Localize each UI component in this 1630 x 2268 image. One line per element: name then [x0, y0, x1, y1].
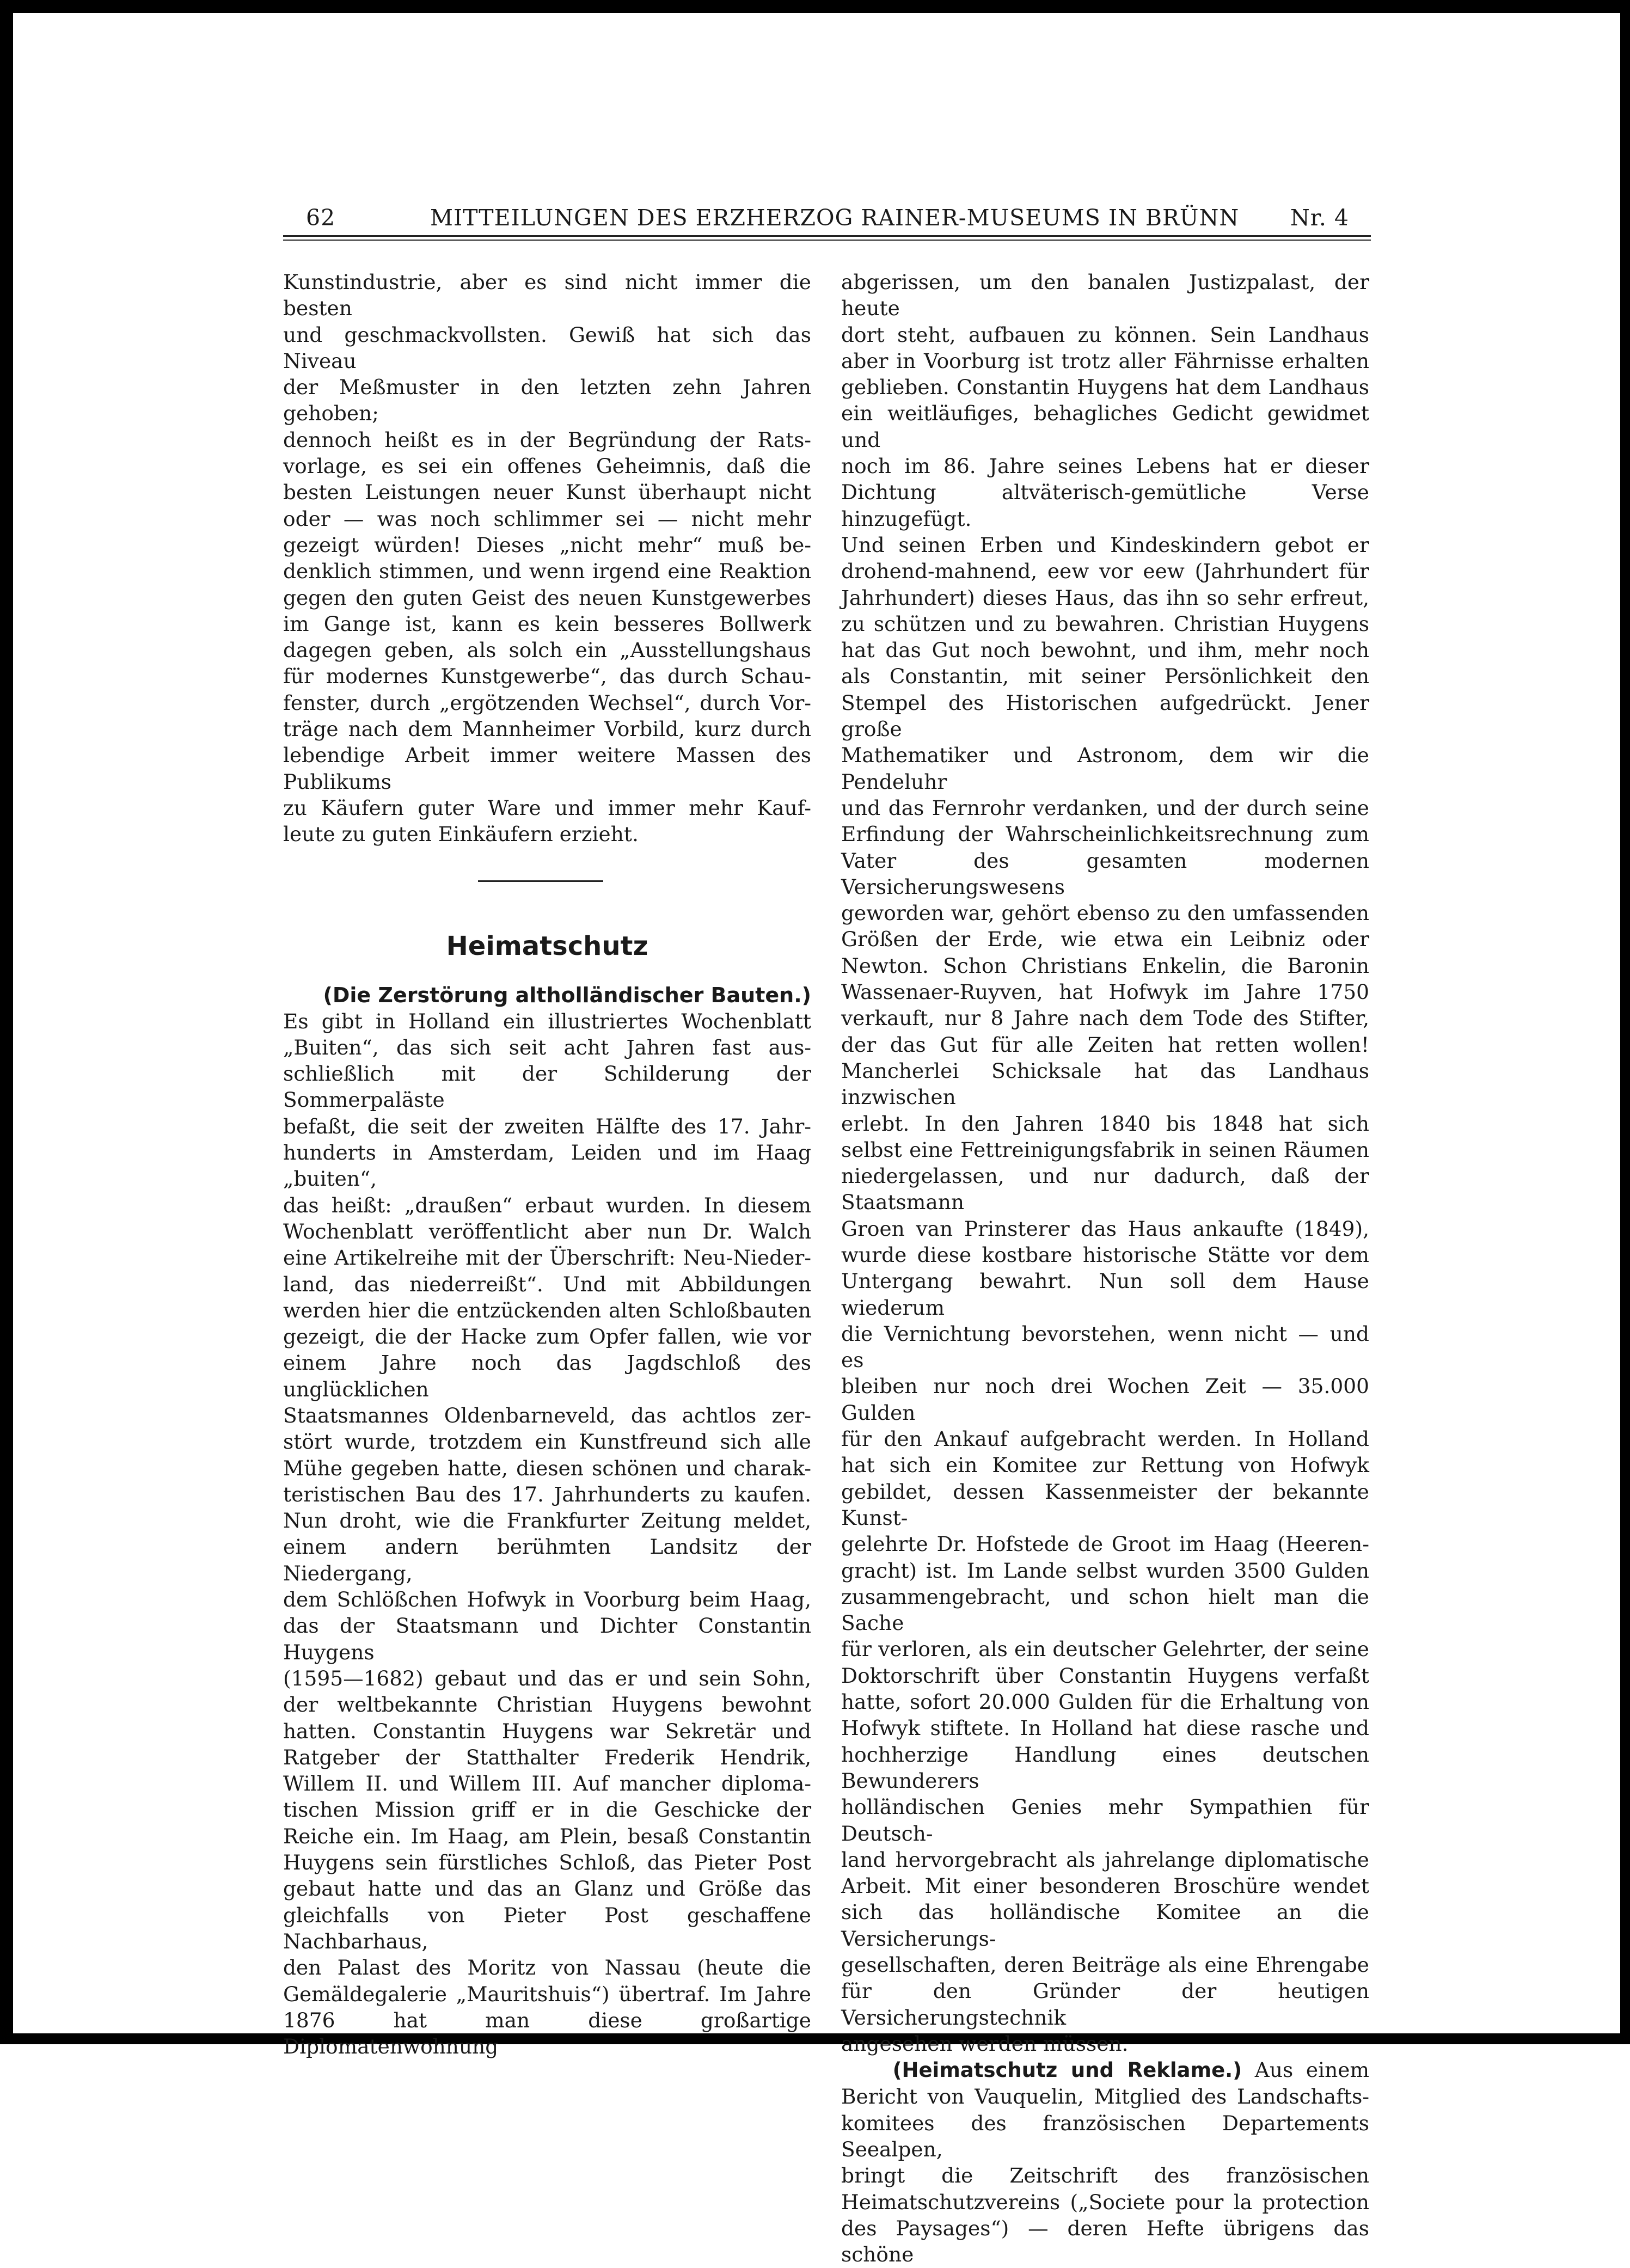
text-line: Erfindung der Wahrscheinlichkeitsrechnung zum — [841, 822, 1369, 847]
text-line: des Paysages“) — deren Hefte übrigens das schöne — [841, 2216, 1369, 2267]
article-paragraph — [283, 1008, 811, 2060]
text-line: Gemäldegalerie „Mauritshuis“) übertraf. Im Jahre — [283, 1982, 811, 2006]
text-line: die Vernichtung bevorstehen, wenn nicht — und es — [841, 1321, 1369, 1372]
text-line: hatte, sofort 20.000 Gulden für die Erhaltung von — [841, 1690, 1369, 1714]
text-line: drohend-mahnend, eew vor eew (Jahrhundert für — [841, 559, 1369, 584]
text-line: einem Jahre noch das Jagdschloß des unglücklichen — [283, 1351, 811, 1401]
text-line: Dichtung altväterisch-gemütliche Verse hinzugefügt. — [841, 480, 1369, 531]
text-line: Heimatschutzvereins („Societe pour la protection — [841, 2190, 1369, 2214]
text-line: Arbeit. Mit einer besonderen Broschüre wendet — [841, 1874, 1369, 1898]
article-continuation — [841, 269, 1369, 2057]
text-line: oder — was noch schlimmer sei — nicht mehr — [283, 506, 811, 531]
text-line: befaßt, die seit der zweiten Hälfte des 17. Jahr- — [283, 1114, 811, 1138]
text-line: Hofwyk stiftete. In Holland hat diese rasche und — [841, 1716, 1369, 1740]
section-title: Heimatschutz — [446, 930, 648, 961]
text-line: erlebt. In den Jahren 1840 bis 1848 hat sich — [841, 1111, 1369, 1136]
text-line: das heißt: „draußen“ erbaut wurden. In diesem — [283, 1193, 811, 1217]
text-line: aber in Voorburg ist trotz aller Fährnisse erhalten — [841, 348, 1369, 373]
text-line: der das Gut für alle Zeiten hat retten wollen! — [841, 1032, 1369, 1057]
text-line: Groen van Prinsterer das Haus ankaufte (1849), — [841, 1216, 1369, 1241]
text-line: Stempel des Historischen aufgedrückt. Jener große — [841, 690, 1369, 741]
text-line: Kunstindustrie, aber es sind nicht immer die besten — [283, 270, 811, 321]
text-line: hat sich ein Komitee zur Rettung von Hofwyk — [841, 1453, 1369, 1478]
text-line: Mühe gegeben hatte, diesen schönen und charak- — [283, 1456, 811, 1480]
text-line: Reiche ein. Im Haag, am Plein, besaß Constantin — [283, 1824, 811, 1848]
text-line: gebildet, dessen Kassenmeister der bekannte Kunst- — [841, 1479, 1369, 1530]
text-line: stört wurde, trotzdem ein Kunstfreund sich alle — [283, 1430, 811, 1454]
text-line: niedergelassen, und nur dadurch, daß der Staatsmann — [841, 1164, 1369, 1215]
text-line: Staatsmannes Oldenbarneveld, das achtlos zer- — [283, 1403, 811, 1427]
text-line: Und seinen Erben und Kindeskindern gebot er — [841, 532, 1369, 557]
text-line: gezeigt würden! Dieses „nicht mehr“ muß be- — [283, 532, 811, 557]
text-line: den Palast des Moritz von Nassau (heute die — [283, 1956, 811, 1980]
text-line: gleichfalls von Pieter Post geschaffene Nachbarhaus, — [283, 1903, 811, 1953]
text-line: hat das Gut noch bewohnt, und ihm, mehr noch — [841, 638, 1369, 663]
text-line: zu Käufern guter Ware und immer mehr Kauf- — [283, 795, 811, 820]
text-line: land hervorgebracht als jahrelange diplomatische — [841, 1847, 1369, 1872]
text-line: abgerissen, um den banalen Justizpalast, der heute — [841, 270, 1369, 321]
scan-border-right — [1620, 0, 1630, 2044]
text-line: 1876 hat man diese großartige Diplomatenwohnung — [283, 2008, 811, 2059]
text-line: Mancherlei Schicksale hat das Landhaus inzwischen — [841, 1058, 1369, 1110]
text-line: (1595—1682) gebaut und das er und sein Sohn, — [283, 1666, 811, 1690]
header-rule-thin — [283, 240, 1371, 241]
text-line: dennoch heißt es in der Begründung der Rats- — [283, 427, 811, 452]
text-line: Mathematiker und Astronom, dem wir die Pendeluhr — [841, 743, 1369, 794]
text-line: eine Artikelreihe mit der Überschrift: Neu-Nieder- — [283, 1246, 811, 1270]
text-line: geworden war, gehört ebenso zu den umfassenden — [841, 901, 1369, 925]
text-line: das der Staatsmann und Dichter Constantin Huygens — [283, 1614, 811, 1664]
text-line: im Gange ist, kann es kein besseres Bollwerk — [283, 611, 811, 636]
text-line: vorlage, es sei ein offenes Geheimnis, daß die — [283, 454, 811, 479]
text-line: gracht) ist. Im Lande selbst wurden 3500 Gulden — [841, 1558, 1369, 1583]
text-line: träge nach dem Mannheimer Vorbild, kurz durch — [283, 717, 811, 741]
text-line: Größen der Erde, wie etwa ein Leibniz oder — [841, 927, 1369, 952]
text-line: hatten. Constantin Huygens war Sekretär und — [283, 1719, 811, 1743]
text-line: Willem II. und Willem III. Auf mancher diploma- — [283, 1772, 811, 1796]
section-divider — [478, 880, 603, 882]
text-line: fenster, durch „ergötzenden Wechsel“, durch Vor- — [283, 690, 811, 715]
text-line: lebendige Arbeit immer weitere Massen des Publikums — [283, 743, 811, 794]
page-number: 62 — [306, 205, 336, 231]
text-line: als Constantin, mit seiner Persönlichkeit den — [841, 664, 1369, 689]
reklame-first-line — [841, 2057, 1369, 2083]
intro-paragraph — [283, 269, 811, 848]
text-line: holländischen Genies mehr Sympathien für Deutsch- — [841, 1795, 1369, 1846]
text-line: besten Leistungen neuer Kunst überhaupt nicht — [283, 480, 811, 505]
text-line: Wochenblatt veröffentlicht aber nun Dr. Walch — [283, 1219, 811, 1243]
text-line: zu schützen und zu bewahren. Christian Huygens — [841, 611, 1369, 636]
text-line: Vater des gesamten modernen Versicherungswesens — [841, 848, 1369, 899]
subsection-title: (Die Zerstörung altholländischer Bauten.) — [323, 983, 811, 1007]
text-line: hunderts in Amsterdam, Leiden und im Haag „buiten“, — [283, 1141, 811, 1191]
text-line: zusammengebracht, und schon hielt man die Sache — [841, 1584, 1369, 1635]
text-line: Nun droht, wie die Frankfurter Zeitung meldet, — [283, 1509, 811, 1533]
text-line: werden hier die entzückenden alten Schloßbauten — [283, 1298, 811, 1322]
text-line: sich das holländische Komitee an die Versicherungs- — [841, 1900, 1369, 1951]
text-line: Bericht von Vauquelin, Mitglied des Landschafts- — [841, 2085, 1369, 2109]
text-line: „Buiten“, das sich seit acht Jahren fast aus- — [283, 1035, 811, 1059]
text-line: komitees des französischen Departements Seealpen, — [841, 2111, 1369, 2162]
text-line: der Meßmuster in den letzten zehn Jahren gehoben; — [283, 375, 811, 426]
text-line: Es gibt in Holland ein illustriertes Wochenblatt — [283, 1009, 811, 1033]
text-line: selbst eine Fettreinigungsfabrik in seinen Räumen — [841, 1137, 1369, 1162]
running-header — [283, 205, 1371, 237]
text-line: schließlich mit der Schilderung der Sommerpaläste — [283, 1062, 811, 1112]
text-line: tischen Mission griff er in die Geschicke der — [283, 1798, 811, 1822]
scan-border-left — [0, 0, 13, 2044]
reklame-first-line-text: Aus einem — [1254, 2058, 1370, 2082]
text-line: bleiben nur noch drei Wochen Zeit — 35.000 Gulden — [841, 1374, 1369, 1425]
text-line: Wassenaer-Ruyven, hat Hofwyk im Jahre 1750 — [841, 980, 1369, 1004]
text-line: denklich stimmen, und wenn irgend eine Reaktion — [283, 559, 811, 584]
text-line: gegen den guten Geist des neuen Kunstgewerbes — [283, 585, 811, 610]
reklame-paragraph — [841, 2057, 1369, 2267]
text-line: und das Fernrohr verdanken, und der durch seine — [841, 795, 1369, 820]
text-line: wurde diese kostbare historische Stätte vor dem — [841, 1242, 1369, 1267]
text-line: gezeigt, die der Hacke zum Opfer fallen, wie vor — [283, 1325, 811, 1349]
scan-border-bottom — [0, 2033, 1630, 2044]
text-line: gebaut hatte und das an Glanz und Größe das — [283, 1877, 811, 1901]
text-line: der weltbekannte Christian Huygens bewohnt — [283, 1693, 811, 1717]
issue-number: Nr. 4 — [1290, 205, 1349, 231]
text-line: geblieben. Constantin Huygens hat dem Landhaus — [841, 375, 1369, 400]
text-line: gesellschaften, deren Beiträge als eine Ehrengabe — [841, 1953, 1369, 1977]
text-line: noch im 86. Jahre seines Lebens hat er dieser — [841, 454, 1369, 479]
text-line: teristischen Bau des 17. Jahrhunderts zu kaufen. — [283, 1482, 811, 1506]
text-line: Doktorschrift über Constantin Huygens verfaßt — [841, 1663, 1369, 1688]
text-line: gelehrte Dr. Hofstede de Groot im Haag (Heeren- — [841, 1532, 1369, 1556]
text-line: für den Ankauf aufgebracht werden. In Holland — [841, 1427, 1369, 1451]
journal-title: MITTEILUNGEN DES ERZHERZOG RAINER-MUSEUMS IN BRÜNN — [430, 205, 1240, 231]
text-line: dagegen geben, als solch ein „Ausstellungshaus — [283, 638, 811, 663]
text-line: dort steht, aufbauen zu können. Sein Landhaus — [841, 322, 1369, 347]
text-line: leute zu guten Einkäufern erzieht. — [283, 822, 639, 847]
text-line: Huygens sein fürstliches Schloß, das Pieter Post — [283, 1850, 811, 1875]
reklame-subhead: (Heimatschutz und Reklame.) — [892, 2058, 1242, 2082]
text-line: Jahrhundert) dieses Haus, das ihn so sehr erfreut, — [841, 585, 1369, 610]
text-line: und geschmackvollsten. Gewiß hat sich das Niveau — [283, 322, 811, 373]
text-line: hochherzige Handlung eines deutschen Bewunderers — [841, 1742, 1369, 1793]
left-column — [283, 269, 811, 2059]
text-line: dem Schlößchen Hofwyk in Voorburg beim Haag, — [283, 1587, 811, 1612]
text-line: Newton. Schon Christians Enkelin, die Baronin — [841, 953, 1369, 978]
text-line: für verloren, als ein deutscher Gelehrter, der seine — [841, 1637, 1369, 1662]
right-column — [841, 269, 1369, 2268]
scan-border-top — [0, 0, 1630, 13]
text-line: verkauft, nur 8 Jahre nach dem Tode des Stifter, — [841, 1006, 1369, 1031]
text-line: Ratgeber der Statthalter Frederik Hendrik, — [283, 1745, 811, 1769]
text-line: angesehen werden müssen. — [841, 2031, 1129, 2056]
text-line: einem andern berühmten Landsitz der Niedergang, — [283, 1535, 811, 1585]
text-line: land, das niederreißt“. Und mit Abbildungen — [283, 1272, 811, 1296]
text-line: für modernes Kunstgewerbe“, das durch Schau- — [283, 664, 811, 689]
text-line: für den Gründer der heutigen Versicherungstechnik — [841, 1979, 1369, 2030]
text-line: ein weitläufiges, behagliches Gedicht gewidmet und — [841, 401, 1369, 452]
text-line: bringt die Zeitschrift des französischen — [841, 2163, 1369, 2188]
header-rule — [283, 235, 1371, 237]
text-line: Untergang bewahrt. Nun soll dem Hause wiederum — [841, 1269, 1369, 1320]
